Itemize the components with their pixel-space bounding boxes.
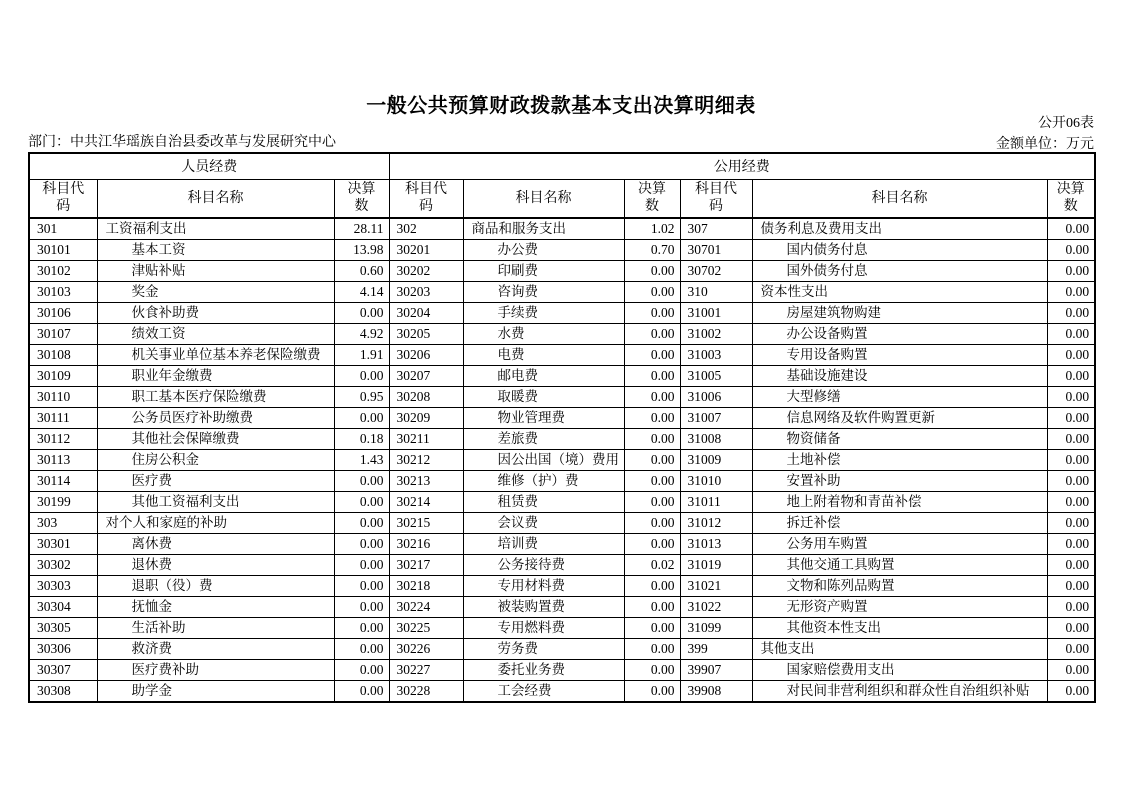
subject-name-cell: 机关事业单位基本养老保险缴费	[97, 345, 334, 366]
subject-name-cell: 抚恤金	[97, 597, 334, 618]
subject-name-cell: 津贴补贴	[97, 261, 334, 282]
subject-code-cell: 30209	[389, 408, 463, 429]
column-header-subject-code	[389, 179, 463, 218]
value-cell: 4.14	[334, 282, 389, 303]
band-header-personnel-funds: 人员经费	[29, 153, 389, 179]
subject-name-cell: 咨询费	[463, 282, 624, 303]
value-cell: 0.00	[1047, 366, 1095, 387]
subject-name-cell: 国家赔偿费用支出	[752, 660, 1047, 681]
subject-code-cell: 30102	[29, 261, 97, 282]
column-header-subject-name: 科目名称	[97, 179, 334, 218]
subject-code-cell: 30308	[29, 681, 97, 703]
value-cell: 0.00	[334, 639, 389, 660]
column-header-subject-name: 科目名称	[752, 179, 1047, 218]
table-row	[29, 261, 1095, 282]
column-header-subject-code	[680, 179, 752, 218]
subject-name-cell: 国外债务付息	[752, 261, 1047, 282]
subject-code-cell: 30304	[29, 597, 97, 618]
subject-name-cell: 医疗费	[97, 471, 334, 492]
value-cell: 0.00	[1047, 408, 1095, 429]
value-cell: 0.00	[1047, 639, 1095, 660]
value-cell: 0.00	[334, 471, 389, 492]
subject-code-cell: 30306	[29, 639, 97, 660]
table-row	[29, 387, 1095, 408]
subject-name-cell: 地上附着物和青苗补偿	[752, 492, 1047, 513]
subject-name-cell: 国内债务付息	[752, 240, 1047, 261]
subject-code-cell: 30202	[389, 261, 463, 282]
subject-code-cell: 31007	[680, 408, 752, 429]
table-row	[29, 555, 1095, 576]
value-cell: 0.18	[334, 429, 389, 450]
value-cell: 0.00	[1047, 681, 1095, 703]
value-cell: 0.00	[624, 450, 680, 471]
subject-name-cell: 专用材料费	[463, 576, 624, 597]
subject-name-cell: 专用设备购置	[752, 345, 1047, 366]
subject-code-cell: 30211	[389, 429, 463, 450]
subject-code-cell: 30216	[389, 534, 463, 555]
subject-code-cell: 31008	[680, 429, 752, 450]
table-row	[29, 681, 1095, 703]
table-row	[29, 345, 1095, 366]
value-cell: 1.91	[334, 345, 389, 366]
value-cell: 0.00	[1047, 450, 1095, 471]
subject-name-cell: 公务用车购置	[752, 534, 1047, 555]
column-header-final-amount-text: 决算数	[1056, 181, 1085, 215]
table-body	[29, 218, 1095, 702]
subject-code-cell: 30218	[389, 576, 463, 597]
subject-name-cell: 公务接待费	[463, 555, 624, 576]
subject-code-cell: 302	[389, 218, 463, 240]
column-header-final-amount	[624, 179, 680, 218]
subject-name-cell: 住房公积金	[97, 450, 334, 471]
column-header-subject-name: 科目名称	[463, 179, 624, 218]
value-cell: 0.00	[1047, 618, 1095, 639]
value-cell: 0.00	[1047, 492, 1095, 513]
table-row	[29, 303, 1095, 324]
subject-name-cell: 维修（护）费	[463, 471, 624, 492]
value-cell: 0.00	[624, 576, 680, 597]
subject-name-cell: 工资福利支出	[97, 218, 334, 240]
form-code-label: 公开06表	[1038, 116, 1094, 131]
subject-code-cell: 30213	[389, 471, 463, 492]
value-cell: 0.00	[334, 555, 389, 576]
subject-name-cell: 其他工资福利支出	[97, 492, 334, 513]
value-cell: 0.00	[1047, 218, 1095, 240]
table-row	[29, 639, 1095, 660]
section-band-row	[29, 153, 1095, 179]
subject-name-cell: 办公设备购置	[752, 324, 1047, 345]
value-cell: 0.00	[334, 660, 389, 681]
subject-name-cell: 租赁费	[463, 492, 624, 513]
subject-code-cell: 30701	[680, 240, 752, 261]
value-cell: 0.00	[334, 534, 389, 555]
value-cell: 0.00	[1047, 387, 1095, 408]
subject-code-cell: 30228	[389, 681, 463, 703]
subject-code-cell: 31013	[680, 534, 752, 555]
subject-code-cell: 31021	[680, 576, 752, 597]
subject-name-cell: 其他支出	[752, 639, 1047, 660]
subject-name-cell: 退职（役）费	[97, 576, 334, 597]
table-row	[29, 618, 1095, 639]
subject-code-cell: 39908	[680, 681, 752, 703]
subject-code-cell: 30305	[29, 618, 97, 639]
subject-code-cell: 30227	[389, 660, 463, 681]
value-cell: 0.00	[624, 261, 680, 282]
value-cell: 0.00	[624, 492, 680, 513]
column-header-final-amount	[1047, 179, 1095, 218]
subject-code-cell: 30111	[29, 408, 97, 429]
table-row	[29, 492, 1095, 513]
value-cell: 0.00	[334, 597, 389, 618]
table-row	[29, 366, 1095, 387]
value-cell: 28.11	[334, 218, 389, 240]
column-header-subject-code-text: 科目代码	[695, 181, 738, 215]
value-cell: 0.00	[1047, 534, 1095, 555]
value-cell: 0.00	[624, 429, 680, 450]
value-cell: 0.60	[334, 261, 389, 282]
value-cell: 0.00	[624, 513, 680, 534]
subject-name-cell: 安置补助	[752, 471, 1047, 492]
subject-code-cell: 30214	[389, 492, 463, 513]
subject-name-cell: 基本工资	[97, 240, 334, 261]
value-cell: 1.02	[624, 218, 680, 240]
value-cell: 0.00	[1047, 345, 1095, 366]
subject-name-cell: 物业管理费	[463, 408, 624, 429]
subject-code-cell: 31001	[680, 303, 752, 324]
subject-code-cell: 30301	[29, 534, 97, 555]
subject-code-cell: 303	[29, 513, 97, 534]
subject-name-cell: 信息网络及软件购置更新	[752, 408, 1047, 429]
subject-name-cell: 劳务费	[463, 639, 624, 660]
subject-code-cell: 30215	[389, 513, 463, 534]
subject-code-cell: 31003	[680, 345, 752, 366]
subject-code-cell: 31002	[680, 324, 752, 345]
column-header-subject-code	[29, 179, 97, 218]
subject-name-cell: 办公费	[463, 240, 624, 261]
subject-name-cell: 被装购置费	[463, 597, 624, 618]
band-header-public-funds: 公用经费	[389, 153, 1095, 179]
table-row	[29, 282, 1095, 303]
subject-name-cell: 大型修缮	[752, 387, 1047, 408]
subject-code-cell: 30206	[389, 345, 463, 366]
subject-code-cell: 30201	[389, 240, 463, 261]
value-cell: 0.00	[1047, 471, 1095, 492]
value-cell: 0.00	[334, 681, 389, 703]
value-cell: 0.00	[624, 639, 680, 660]
subject-code-cell: 30303	[29, 576, 97, 597]
subject-code-cell: 39907	[680, 660, 752, 681]
table-row	[29, 660, 1095, 681]
subject-name-cell: 助学金	[97, 681, 334, 703]
subject-name-cell: 拆迁补偿	[752, 513, 1047, 534]
subject-code-cell: 30199	[29, 492, 97, 513]
column-header-subject-code-text: 科目代码	[405, 181, 448, 215]
subject-code-cell: 301	[29, 218, 97, 240]
subject-code-cell: 30217	[389, 555, 463, 576]
subject-name-cell: 对民间非营利组织和群众性自治组织补贴	[752, 681, 1047, 703]
value-cell: 1.43	[334, 450, 389, 471]
table-row	[29, 513, 1095, 534]
subject-name-cell: 差旅费	[463, 429, 624, 450]
subject-code-cell: 30224	[389, 597, 463, 618]
subject-name-cell: 工会经费	[463, 681, 624, 703]
subject-name-cell: 邮电费	[463, 366, 624, 387]
subject-code-cell: 31010	[680, 471, 752, 492]
value-cell: 0.00	[1047, 597, 1095, 618]
subject-code-cell: 30226	[389, 639, 463, 660]
subject-name-cell: 因公出国（境）费用	[463, 450, 624, 471]
subject-code-cell: 31011	[680, 492, 752, 513]
subject-code-cell: 30212	[389, 450, 463, 471]
column-header-row	[29, 179, 1095, 218]
subject-code-cell: 30208	[389, 387, 463, 408]
table-row	[29, 408, 1095, 429]
table-row	[29, 240, 1095, 261]
subject-code-cell: 399	[680, 639, 752, 660]
subject-code-cell: 30108	[29, 345, 97, 366]
table-row	[29, 218, 1095, 240]
subject-name-cell: 资本性支出	[752, 282, 1047, 303]
value-cell: 0.00	[334, 576, 389, 597]
subject-name-cell: 物资储备	[752, 429, 1047, 450]
value-cell: 0.00	[1047, 576, 1095, 597]
subject-name-cell: 房屋建筑物购建	[752, 303, 1047, 324]
value-cell: 0.95	[334, 387, 389, 408]
table-row	[29, 576, 1095, 597]
subject-name-cell: 其他交通工具购置	[752, 555, 1047, 576]
subject-code-cell: 30107	[29, 324, 97, 345]
table-row	[29, 429, 1095, 450]
value-cell: 0.00	[334, 513, 389, 534]
subject-code-cell: 30204	[389, 303, 463, 324]
value-cell: 0.00	[1047, 282, 1095, 303]
subject-code-cell: 31022	[680, 597, 752, 618]
subject-name-cell: 商品和服务支出	[463, 218, 624, 240]
value-cell: 0.00	[1047, 555, 1095, 576]
table-row	[29, 450, 1095, 471]
subject-name-cell: 职工基本医疗保险缴费	[97, 387, 334, 408]
value-cell: 0.00	[624, 366, 680, 387]
value-cell: 0.00	[1047, 303, 1095, 324]
column-header-final-amount-text: 决算数	[347, 181, 376, 215]
amount-unit-label: 金额单位：万元	[996, 137, 1094, 152]
table-row	[29, 534, 1095, 555]
subject-name-cell: 手续费	[463, 303, 624, 324]
page-title: 一般公共预算财政拨款基本支出决算明细表	[366, 95, 756, 117]
value-cell: 0.70	[624, 240, 680, 261]
subject-code-cell: 30203	[389, 282, 463, 303]
value-cell: 4.92	[334, 324, 389, 345]
table-row	[29, 471, 1095, 492]
budget-detail-table	[28, 152, 1096, 703]
value-cell: 0.00	[624, 324, 680, 345]
subject-code-cell: 307	[680, 218, 752, 240]
subject-name-cell: 文物和陈列品购置	[752, 576, 1047, 597]
subject-name-cell: 医疗费补助	[97, 660, 334, 681]
subject-name-cell: 基础设施建设	[752, 366, 1047, 387]
subject-name-cell: 其他社会保障缴费	[97, 429, 334, 450]
subject-name-cell: 离休费	[97, 534, 334, 555]
subject-name-cell: 其他资本性支出	[752, 618, 1047, 639]
value-cell: 0.02	[624, 555, 680, 576]
value-cell: 0.00	[1047, 324, 1095, 345]
value-cell: 13.98	[334, 240, 389, 261]
subject-name-cell: 培训费	[463, 534, 624, 555]
subject-name-cell: 伙食补助费	[97, 303, 334, 324]
subject-code-cell: 31099	[680, 618, 752, 639]
subject-name-cell: 电费	[463, 345, 624, 366]
subject-code-cell: 31009	[680, 450, 752, 471]
column-header-final-amount-text: 决算数	[638, 181, 667, 215]
subject-code-cell: 30103	[29, 282, 97, 303]
column-header-subject-code-text: 科目代码	[42, 181, 85, 215]
subject-code-cell: 30106	[29, 303, 97, 324]
subject-name-cell: 会议费	[463, 513, 624, 534]
value-cell: 0.00	[1047, 429, 1095, 450]
value-cell: 0.00	[334, 618, 389, 639]
subject-code-cell: 30302	[29, 555, 97, 576]
value-cell: 0.00	[334, 408, 389, 429]
value-cell: 0.00	[624, 387, 680, 408]
column-header-final-amount	[334, 179, 389, 218]
value-cell: 0.00	[624, 471, 680, 492]
subject-name-cell: 绩效工资	[97, 324, 334, 345]
subject-code-cell: 30114	[29, 471, 97, 492]
subject-name-cell: 对个人和家庭的补助	[97, 513, 334, 534]
subject-code-cell: 310	[680, 282, 752, 303]
value-cell: 0.00	[624, 303, 680, 324]
subject-name-cell: 救济费	[97, 639, 334, 660]
value-cell: 0.00	[334, 303, 389, 324]
subject-code-cell: 30225	[389, 618, 463, 639]
subject-name-cell: 土地补偿	[752, 450, 1047, 471]
subject-code-cell: 30112	[29, 429, 97, 450]
subject-code-cell: 30109	[29, 366, 97, 387]
subject-code-cell: 31005	[680, 366, 752, 387]
subject-code-cell: 30702	[680, 261, 752, 282]
subject-name-cell: 委托业务费	[463, 660, 624, 681]
subject-code-cell: 31006	[680, 387, 752, 408]
value-cell: 0.00	[624, 660, 680, 681]
subject-name-cell: 公务员医疗补助缴费	[97, 408, 334, 429]
subject-code-cell: 30110	[29, 387, 97, 408]
subject-name-cell: 取暖费	[463, 387, 624, 408]
subject-name-cell: 专用燃料费	[463, 618, 624, 639]
subject-name-cell: 职业年金缴费	[97, 366, 334, 387]
subject-code-cell: 30307	[29, 660, 97, 681]
department-label: 部门：中共江华瑶族自治县委改革与发展研究中心	[28, 135, 336, 150]
value-cell: 0.00	[624, 618, 680, 639]
value-cell: 0.00	[1047, 660, 1095, 681]
value-cell: 0.00	[334, 492, 389, 513]
value-cell: 0.00	[624, 282, 680, 303]
table-row	[29, 597, 1095, 618]
subject-code-cell: 30207	[389, 366, 463, 387]
subject-code-cell: 31019	[680, 555, 752, 576]
value-cell: 0.00	[334, 366, 389, 387]
subject-name-cell: 退休费	[97, 555, 334, 576]
subject-code-cell: 30113	[29, 450, 97, 471]
subject-name-cell: 无形资产购置	[752, 597, 1047, 618]
value-cell: 0.00	[624, 408, 680, 429]
value-cell: 0.00	[624, 534, 680, 555]
subject-code-cell: 30101	[29, 240, 97, 261]
subject-name-cell: 水费	[463, 324, 624, 345]
value-cell: 0.00	[1047, 513, 1095, 534]
subject-name-cell: 债务利息及费用支出	[752, 218, 1047, 240]
table-row	[29, 324, 1095, 345]
subject-name-cell: 生活补助	[97, 618, 334, 639]
value-cell: 0.00	[624, 597, 680, 618]
value-cell: 0.00	[1047, 240, 1095, 261]
subject-code-cell: 30205	[389, 324, 463, 345]
value-cell: 0.00	[624, 681, 680, 703]
subject-name-cell: 印刷费	[463, 261, 624, 282]
subject-name-cell: 奖金	[97, 282, 334, 303]
value-cell: 0.00	[1047, 261, 1095, 282]
value-cell: 0.00	[624, 345, 680, 366]
subject-code-cell: 31012	[680, 513, 752, 534]
